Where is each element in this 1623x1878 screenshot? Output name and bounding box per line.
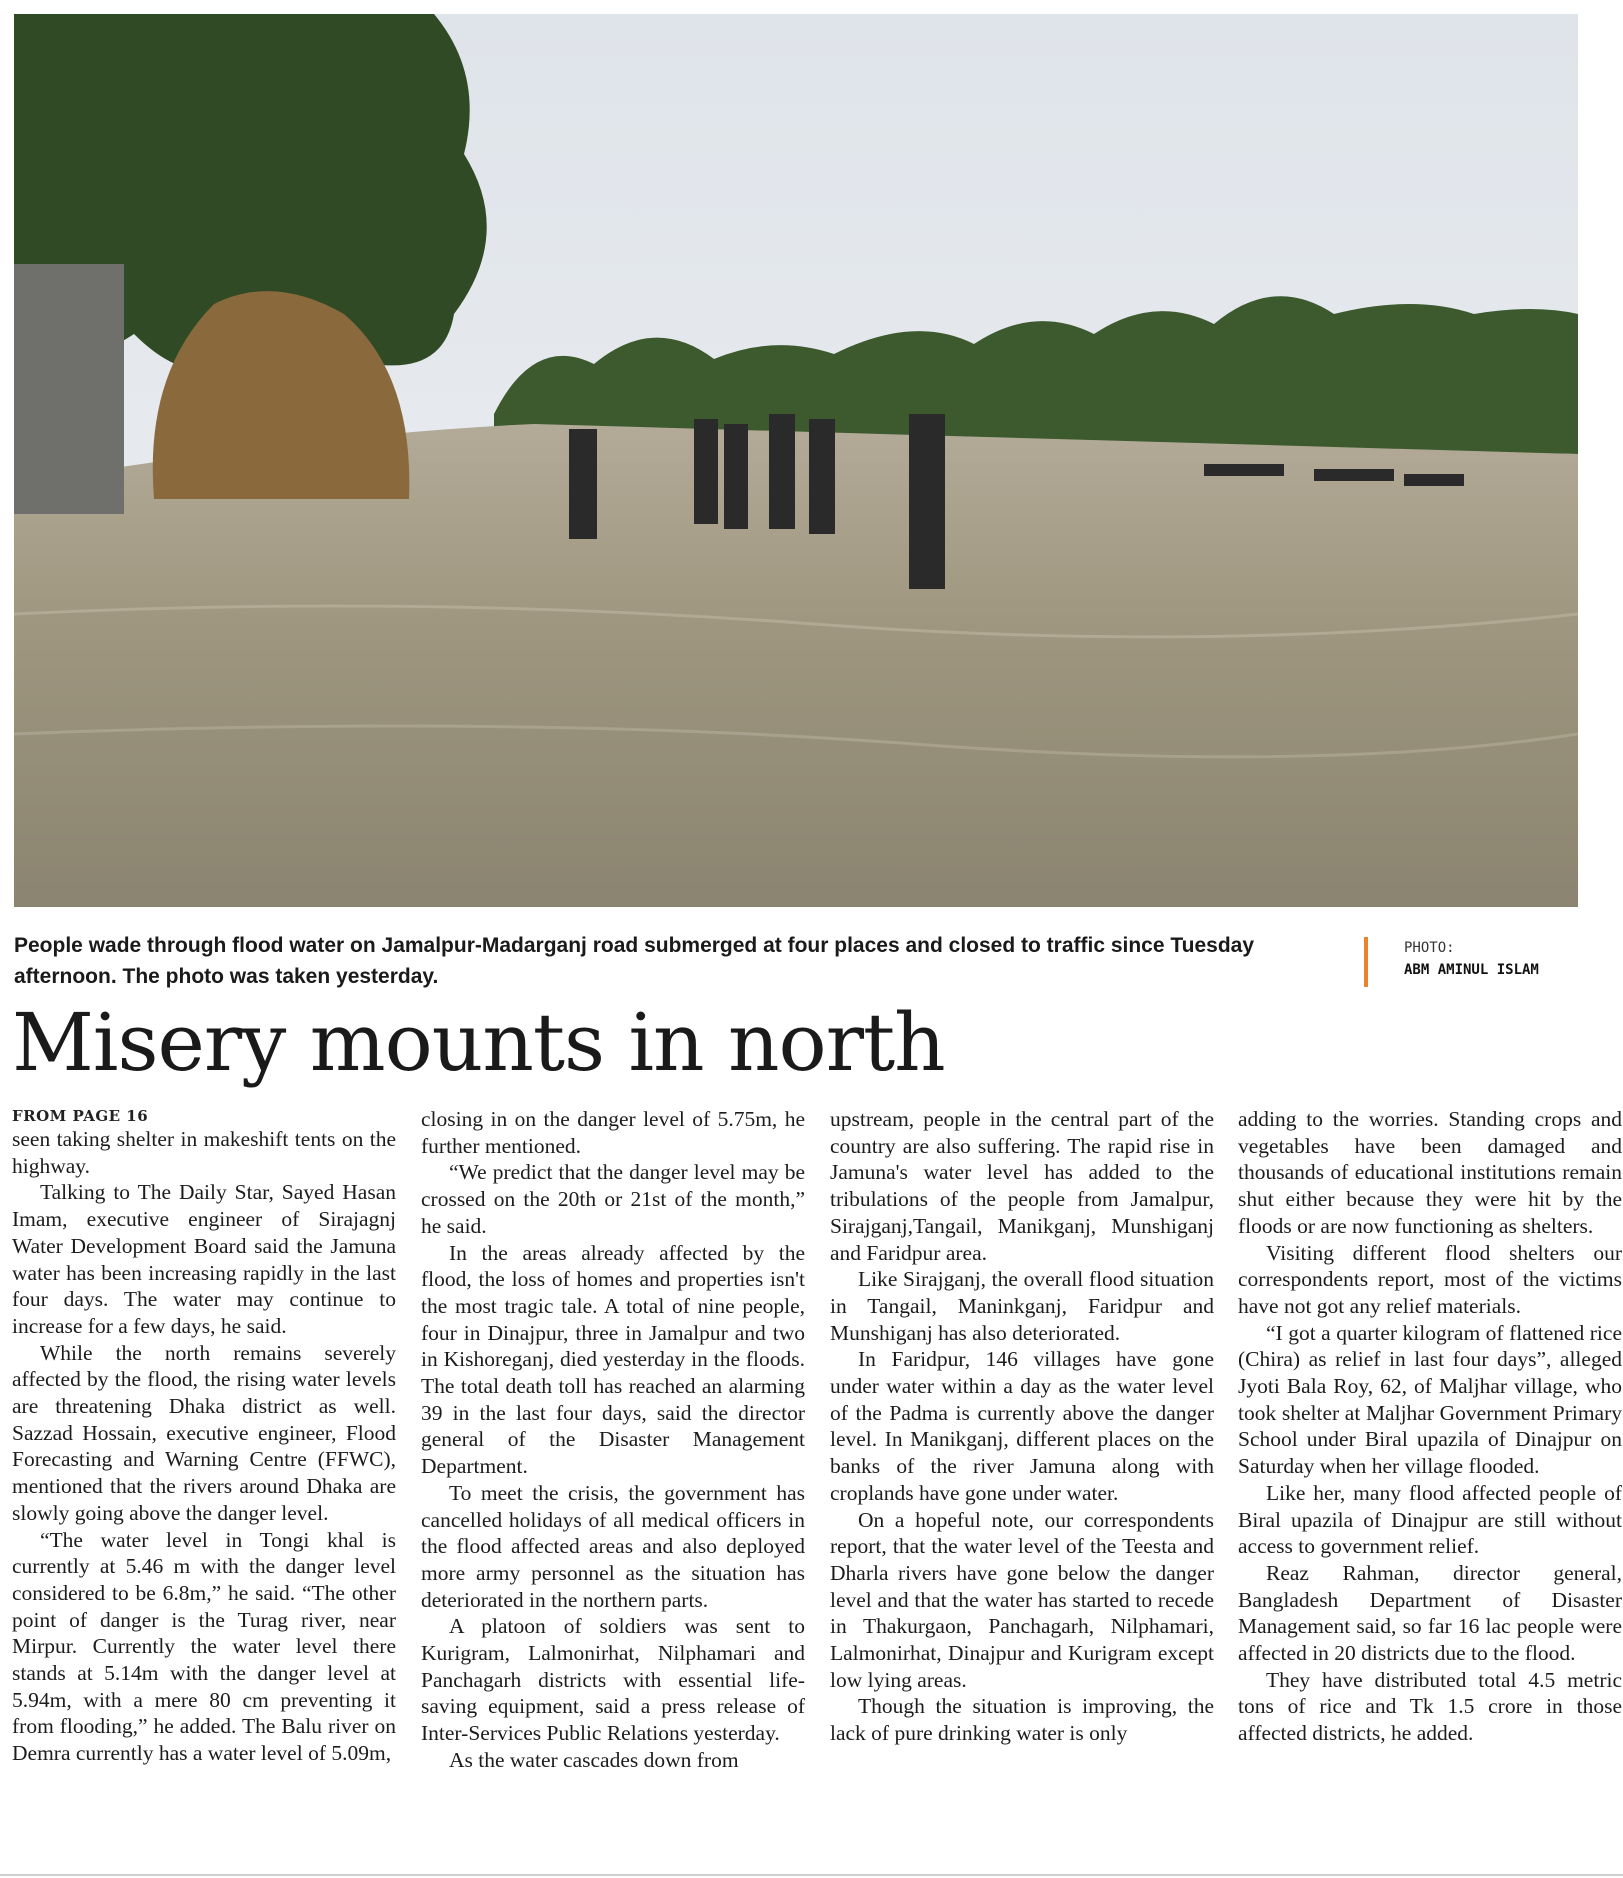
paragraph: closing in on the danger level of 5.75m, he further mentioned. (421, 1107, 805, 1158)
paragraph: They have distributed total 4.5 metric tons of rice and Tk 1.5 crore in those affected districts, he added. (1238, 1667, 1622, 1746)
news-photo (14, 14, 1578, 907)
paragraph: Visiting different flood shelters our correspondents report, most of the victims have not got any relief materials. (1238, 1240, 1622, 1318)
paragraph: adding to the worries. Standing crops and vegetables have been damaged and thousands of educational institutions remain shut either because they were hit by the floods or are now functioning as shelters. (1238, 1107, 1622, 1238)
paragraph: “We predict that the danger level may be crossed on the 20th or 21st of the month,” he said. (421, 1160, 805, 1238)
shed (14, 264, 124, 514)
paragraph: In Faridpur, 146 villages have gone under water within a day as the water level of the Padma is currently above the danger level. In Manikganj, different places on the banks of the river Jamuna along with croplands have gone under water. (830, 1347, 1214, 1505)
photo-credit-label: PHOTO: (1404, 940, 1455, 956)
bottom-rule (0, 1874, 1623, 1876)
paragraph: Talking to The Daily Star, Sayed Hasan Imam, executive engineer of Sirajagnj Water Development Board said the Jamuna water has been increasing rapidly in the last four days. The water may continue to increase for a few days, he said. (12, 1180, 396, 1338)
article-column-4 (1238, 1106, 1622, 1747)
headline: Misery mounts in north (12, 996, 945, 1089)
paragraph: “The water level in Tongi khal is currently at 5.46 m with the danger level considered to be 6.8m,” he said. “The other point of danger is the Turag river, near Mirpur. Currently the water level there stands at 5.14m with the danger level at 5.94m, with a mere 80 cm preventing it from flooding,” he added. The Balu river on Demra currently has a water level of 5.09m, (12, 1527, 396, 1766)
photo-credit (1364, 937, 1594, 987)
paragraph: seen taking shelter in makeshift tents on the highway. (12, 1127, 396, 1178)
paragraph: On a hopeful note, our correspondents report, that the water level of the Teesta and Dharla rivers have gone below the danger level and that the water has started to recede in Thakurgaon, Panchagarh, Nilphamari, Lalmonirhat, Dinajpur and Kurigram except low lying areas. (830, 1507, 1214, 1692)
from-page-label: FROM PAGE 16 (12, 1107, 149, 1125)
paragraph: Reaz Rahman, director general, Bangladesh Department of Disaster Management said, so far 16 lac people were affected in 20 districts due to the flood. (1238, 1560, 1622, 1666)
paragraph: Though the situation is improving, the lack of pure drinking water is only (830, 1694, 1214, 1746)
paragraph: As the water cascades down from (449, 1747, 739, 1772)
paragraph: Like Sirajganj, the overall flood situation in Tangail, Maninkganj, Faridpur and Munshiganj has also deteriorated. (830, 1267, 1214, 1345)
photo-caption: People wade through flood water on Jamalpur-Madarganj road submerged at four places and closed to traffic since Tuesday afternoon. The photo was taken yesterday. (14, 934, 1255, 988)
paragraph: upstream, people in the central part of the country are also suffering. The rapid rise in Jamuna's water level has added to the tribulations of the people from Jamalpur, Sirajganj,Tangail, Manikganj, Munshiganj and Faridpur area. (830, 1107, 1214, 1265)
article-column-3 (830, 1106, 1214, 1747)
paragraph: To meet the crisis, the government has cancelled holidays of all medical officers in the flood affected areas and also deployed more army personnel as the situation has deteriorated in the northern parts. (421, 1480, 805, 1612)
article-body (12, 1106, 1620, 1866)
paragraph: A platoon of soldiers was sent to Kurigram, Lalmonirhat, Nilphamari and Panchagarh districts with essential life- saving equipment, said a press release of Inter-Services Public Relations yesterday. (421, 1614, 805, 1746)
paragraph: “I got a quarter kilogram of flattened rice (Chira) as relief in last four days”, alleged Jyoti Bala Roy, 62, of Maljhar village, who took shelter at Maljhar Government Primary School under Biral upazila of Dinajpur on Saturday when her village flooded. (1238, 1320, 1622, 1479)
article-column-1 (12, 1106, 396, 1767)
flood-photo-illustration (14, 14, 1578, 907)
paragraph: While the north remains severely affected by the flood, the rising water levels are threatening Dhaka district as well. Sazzad Hossain, executive engineer, Flood Forecasting and Warning Centre (FFWC), mentioned that the rivers around Dhaka are slowly going above the danger level. (12, 1340, 396, 1525)
photographer-name: ABM AMINUL ISLAM (1404, 962, 1539, 978)
paragraph: Like her, many flood affected people of Biral upazila of Dinajpur are still without access to government relief. (1238, 1480, 1622, 1559)
paragraph: In the areas already affected by the flood, the loss of homes and properties isn't the most tragic tale. A total of nine people, four in Dinajpur, three in Jamalpur and two in Kishoreganj, died yesterday in the floods. The total death toll has reached an alarming 39 in the last four days, said the director general of the Disaster Management Department. (421, 1240, 805, 1479)
article-column-2 (421, 1106, 805, 1774)
